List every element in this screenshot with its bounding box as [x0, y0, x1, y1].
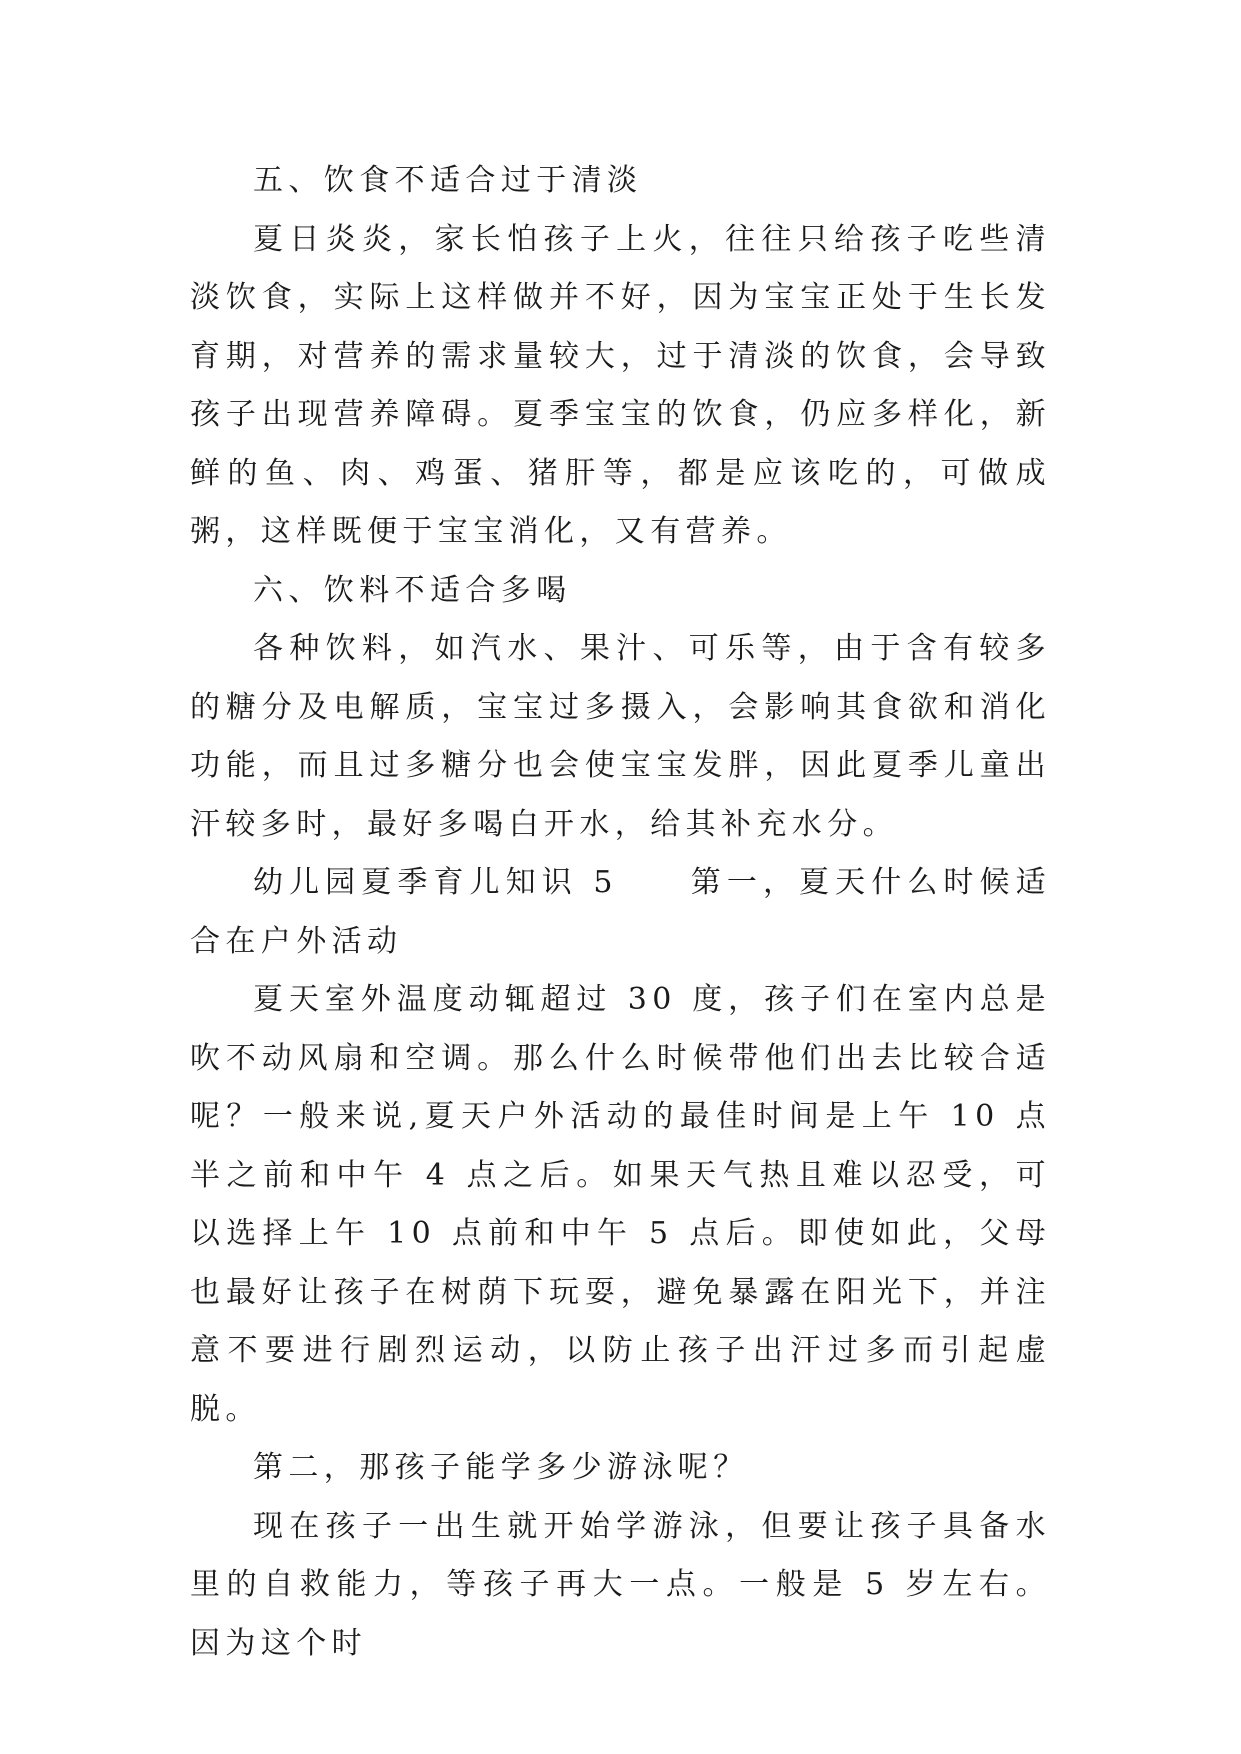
section-heading-outdoor: 幼儿园夏季育儿知识 5 第一，夏天什么时候适合在户外活动	[190, 865, 1051, 959]
section-heading-diet: 五、饮食不适合过于清淡	[253, 163, 643, 198]
paragraph-outdoor: 夏天室外温度动辄超过 30 度，孩子们在室内总是吹不动风扇和空调。那么什么时候带他们出去比较合适呢？一般来说,夏天户外活动的最佳时间是上午 10 点半之前和中午 4 点之后。如果天气热且难以忍受，可以选择上午 10 点前和中午 5 点后。即使如此，父母也最好让孩子在树荫下玩耍，避免暴露在阳光下，并注意不要进行剧烈运动，以防止孩子出汗过多而引起虚脱。	[190, 982, 1051, 1427]
section-heading-drinks: 六、饮料不适合多喝	[253, 572, 572, 608]
section-heading-swimming: 第二，那孩子能学多少游泳呢？	[253, 1450, 749, 1485]
paragraph-swimming: 现在孩子一出生就开始学游泳，但要让孩子具备水里的自救能力，等孩子再大一点。一般是 5 岁左右。因为这个时	[190, 1508, 1051, 1661]
document-body	[190, 152, 1051, 1673]
paragraph-diet: 夏日炎炎，家长怕孩子上火，往往只给孩子吃些清淡饮食，实际上这样做并不好，因为宝宝正处于生长发育期，对营养的需求量较大，过于清淡的饮食，会导致孩子出现营养障碍。夏季宝宝的饮食，仍应多样化，新鲜的鱼、肉、鸡蛋、猪肝等，都是应该吃的，可做成粥，这样既便于宝宝消化，又有营养。	[190, 221, 1051, 549]
paragraph-drinks: 各种饮料，如汽水、果汁、可乐等，由于含有较多的糖分及电解质，宝宝过多摄入，会影响其食欲和消化功能，而且过多糖分也会使宝宝发胖，因此夏季儿童出汗较多时，最好多喝白开水，给其补充水分。	[190, 631, 1051, 842]
